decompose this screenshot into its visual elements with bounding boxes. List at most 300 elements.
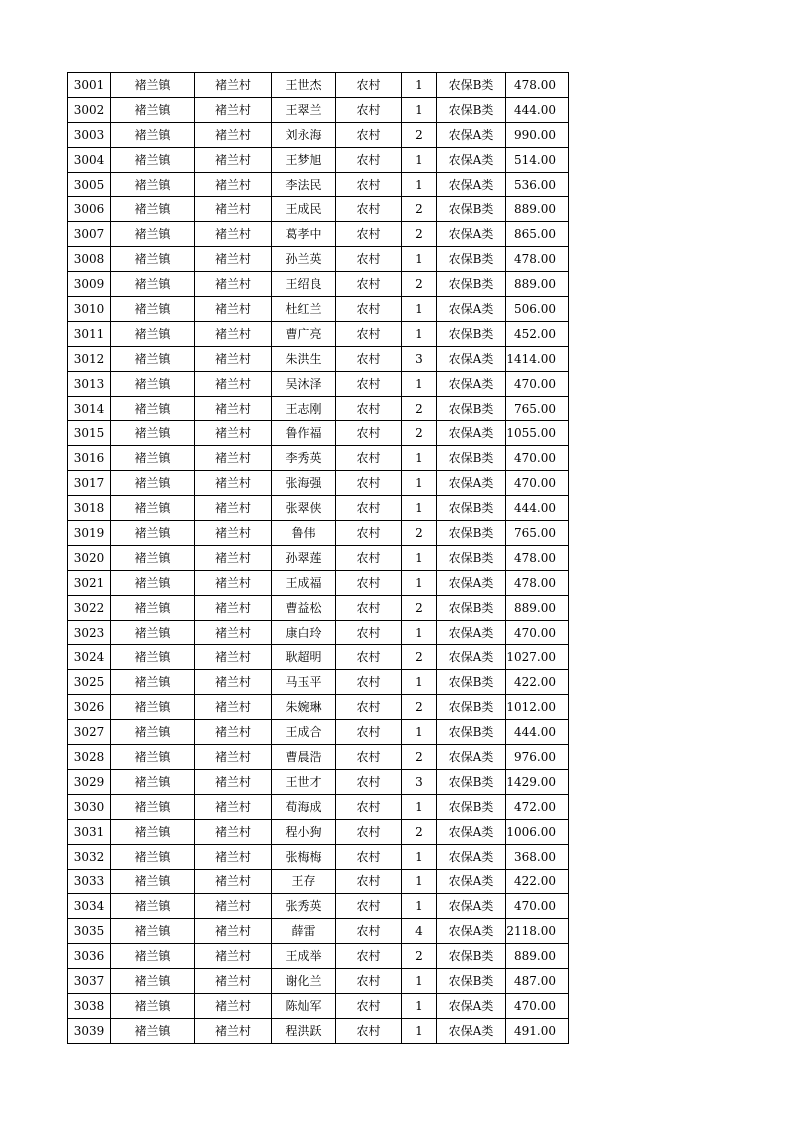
name-cell: 程小狗 bbox=[272, 819, 336, 844]
area-cell: 农村 bbox=[336, 794, 402, 819]
amount-cell: 1027.00 bbox=[506, 645, 569, 670]
row-id-cell: 3034 bbox=[68, 894, 111, 919]
town-cell: 褚兰镇 bbox=[111, 745, 195, 770]
table-row bbox=[68, 321, 569, 346]
persons-cell: 1 bbox=[402, 794, 437, 819]
table-row bbox=[68, 869, 569, 894]
row-id-cell: 3035 bbox=[68, 919, 111, 944]
village-cell: 褚兰村 bbox=[195, 197, 272, 222]
area-cell: 农村 bbox=[336, 819, 402, 844]
town-cell: 褚兰镇 bbox=[111, 620, 195, 645]
area-cell: 农村 bbox=[336, 695, 402, 720]
area-cell: 农村 bbox=[336, 720, 402, 745]
name-cell: 薛雷 bbox=[272, 919, 336, 944]
table-row bbox=[68, 620, 569, 645]
persons-cell: 1 bbox=[402, 73, 437, 98]
town-cell: 褚兰镇 bbox=[111, 919, 195, 944]
amount-cell: 765.00 bbox=[506, 521, 569, 546]
category-cell: 农保A类 bbox=[437, 570, 506, 595]
area-cell: 农村 bbox=[336, 993, 402, 1018]
row-id-cell: 3017 bbox=[68, 471, 111, 496]
persons-cell: 2 bbox=[402, 695, 437, 720]
town-cell: 褚兰镇 bbox=[111, 894, 195, 919]
town-cell: 褚兰镇 bbox=[111, 720, 195, 745]
name-cell: 张梅梅 bbox=[272, 844, 336, 869]
area-cell: 农村 bbox=[336, 147, 402, 172]
category-cell: 农保B类 bbox=[437, 969, 506, 994]
name-cell: 王翠兰 bbox=[272, 97, 336, 122]
village-cell: 褚兰村 bbox=[195, 545, 272, 570]
persons-cell: 1 bbox=[402, 570, 437, 595]
row-id-cell: 3021 bbox=[68, 570, 111, 595]
town-cell: 褚兰镇 bbox=[111, 272, 195, 297]
town-cell: 褚兰镇 bbox=[111, 819, 195, 844]
table-row bbox=[68, 819, 569, 844]
name-cell: 葛孝中 bbox=[272, 222, 336, 247]
name-cell: 王志刚 bbox=[272, 396, 336, 421]
area-cell: 农村 bbox=[336, 446, 402, 471]
village-cell: 褚兰村 bbox=[195, 222, 272, 247]
persons-cell: 2 bbox=[402, 122, 437, 147]
name-cell: 陈灿军 bbox=[272, 993, 336, 1018]
row-id-cell: 3027 bbox=[68, 720, 111, 745]
amount-cell: 889.00 bbox=[506, 272, 569, 297]
town-cell: 褚兰镇 bbox=[111, 545, 195, 570]
persons-cell: 1 bbox=[402, 297, 437, 322]
category-cell: 农保A类 bbox=[437, 222, 506, 247]
name-cell: 谢化兰 bbox=[272, 969, 336, 994]
town-cell: 褚兰镇 bbox=[111, 944, 195, 969]
name-cell: 王成合 bbox=[272, 720, 336, 745]
table-row bbox=[68, 570, 569, 595]
persons-cell: 2 bbox=[402, 745, 437, 770]
table-row bbox=[68, 247, 569, 272]
amount-cell: 470.00 bbox=[506, 471, 569, 496]
table-row bbox=[68, 545, 569, 570]
row-id-cell: 3006 bbox=[68, 197, 111, 222]
town-cell: 褚兰镇 bbox=[111, 147, 195, 172]
persons-cell: 2 bbox=[402, 819, 437, 844]
amount-cell: 470.00 bbox=[506, 894, 569, 919]
persons-cell: 1 bbox=[402, 844, 437, 869]
area-cell: 农村 bbox=[336, 919, 402, 944]
town-cell: 褚兰镇 bbox=[111, 346, 195, 371]
row-id-cell: 3030 bbox=[68, 794, 111, 819]
persons-cell: 1 bbox=[402, 1018, 437, 1043]
name-cell: 刘永海 bbox=[272, 122, 336, 147]
amount-cell: 444.00 bbox=[506, 720, 569, 745]
row-id-cell: 3010 bbox=[68, 297, 111, 322]
persons-cell: 2 bbox=[402, 944, 437, 969]
name-cell: 杜红兰 bbox=[272, 297, 336, 322]
table-row bbox=[68, 122, 569, 147]
category-cell: 农保A类 bbox=[437, 869, 506, 894]
row-id-cell: 3038 bbox=[68, 993, 111, 1018]
name-cell: 荀海成 bbox=[272, 794, 336, 819]
town-cell: 褚兰镇 bbox=[111, 769, 195, 794]
town-cell: 褚兰镇 bbox=[111, 197, 195, 222]
village-cell: 褚兰村 bbox=[195, 993, 272, 1018]
table-row bbox=[68, 645, 569, 670]
name-cell: 鲁伟 bbox=[272, 521, 336, 546]
amount-cell: 470.00 bbox=[506, 993, 569, 1018]
category-cell: 农保A类 bbox=[437, 745, 506, 770]
row-id-cell: 3039 bbox=[68, 1018, 111, 1043]
name-cell: 康白玲 bbox=[272, 620, 336, 645]
row-id-cell: 3002 bbox=[68, 97, 111, 122]
persons-cell: 2 bbox=[402, 197, 437, 222]
table-row bbox=[68, 97, 569, 122]
category-cell: 农保A类 bbox=[437, 645, 506, 670]
area-cell: 农村 bbox=[336, 321, 402, 346]
amount-cell: 470.00 bbox=[506, 446, 569, 471]
town-cell: 褚兰镇 bbox=[111, 73, 195, 98]
village-cell: 褚兰村 bbox=[195, 172, 272, 197]
name-cell: 李法民 bbox=[272, 172, 336, 197]
category-cell: 农保A类 bbox=[437, 620, 506, 645]
area-cell: 农村 bbox=[336, 745, 402, 770]
category-cell: 农保A类 bbox=[437, 421, 506, 446]
persons-cell: 2 bbox=[402, 272, 437, 297]
area-cell: 农村 bbox=[336, 421, 402, 446]
area-cell: 农村 bbox=[336, 371, 402, 396]
town-cell: 褚兰镇 bbox=[111, 695, 195, 720]
village-cell: 褚兰村 bbox=[195, 769, 272, 794]
persons-cell: 1 bbox=[402, 97, 437, 122]
amount-cell: 1429.00 bbox=[506, 769, 569, 794]
area-cell: 农村 bbox=[336, 570, 402, 595]
table-row bbox=[68, 197, 569, 222]
area-cell: 农村 bbox=[336, 73, 402, 98]
village-cell: 褚兰村 bbox=[195, 97, 272, 122]
name-cell: 王世才 bbox=[272, 769, 336, 794]
row-id-cell: 3019 bbox=[68, 521, 111, 546]
category-cell: 农保A类 bbox=[437, 346, 506, 371]
amount-cell: 889.00 bbox=[506, 595, 569, 620]
persons-cell: 1 bbox=[402, 969, 437, 994]
town-cell: 褚兰镇 bbox=[111, 1018, 195, 1043]
village-cell: 褚兰村 bbox=[195, 819, 272, 844]
row-id-cell: 3004 bbox=[68, 147, 111, 172]
town-cell: 褚兰镇 bbox=[111, 446, 195, 471]
area-cell: 农村 bbox=[336, 346, 402, 371]
amount-cell: 444.00 bbox=[506, 97, 569, 122]
area-cell: 农村 bbox=[336, 545, 402, 570]
town-cell: 褚兰镇 bbox=[111, 396, 195, 421]
name-cell: 李秀英 bbox=[272, 446, 336, 471]
amount-cell: 491.00 bbox=[506, 1018, 569, 1043]
area-cell: 农村 bbox=[336, 122, 402, 147]
row-id-cell: 3024 bbox=[68, 645, 111, 670]
name-cell: 曹晨浩 bbox=[272, 745, 336, 770]
amount-cell: 368.00 bbox=[506, 844, 569, 869]
village-cell: 褚兰村 bbox=[195, 247, 272, 272]
town-cell: 褚兰镇 bbox=[111, 122, 195, 147]
category-cell: 农保A类 bbox=[437, 471, 506, 496]
row-id-cell: 3032 bbox=[68, 844, 111, 869]
table-row bbox=[68, 695, 569, 720]
town-cell: 褚兰镇 bbox=[111, 993, 195, 1018]
village-cell: 褚兰村 bbox=[195, 645, 272, 670]
area-cell: 农村 bbox=[336, 944, 402, 969]
table-row bbox=[68, 396, 569, 421]
table-row bbox=[68, 371, 569, 396]
town-cell: 褚兰镇 bbox=[111, 844, 195, 869]
amount-cell: 536.00 bbox=[506, 172, 569, 197]
persons-cell: 1 bbox=[402, 496, 437, 521]
row-id-cell: 3001 bbox=[68, 73, 111, 98]
town-cell: 褚兰镇 bbox=[111, 645, 195, 670]
village-cell: 褚兰村 bbox=[195, 521, 272, 546]
area-cell: 农村 bbox=[336, 769, 402, 794]
table-row bbox=[68, 670, 569, 695]
amount-cell: 470.00 bbox=[506, 371, 569, 396]
persons-cell: 1 bbox=[402, 446, 437, 471]
amount-cell: 889.00 bbox=[506, 944, 569, 969]
persons-cell: 2 bbox=[402, 645, 437, 670]
table-row bbox=[68, 595, 569, 620]
table-row bbox=[68, 844, 569, 869]
table-row bbox=[68, 794, 569, 819]
category-cell: 农保A类 bbox=[437, 371, 506, 396]
row-id-cell: 3013 bbox=[68, 371, 111, 396]
village-cell: 褚兰村 bbox=[195, 570, 272, 595]
name-cell: 王成举 bbox=[272, 944, 336, 969]
name-cell: 张海强 bbox=[272, 471, 336, 496]
table-row bbox=[68, 222, 569, 247]
row-id-cell: 3023 bbox=[68, 620, 111, 645]
table-row bbox=[68, 769, 569, 794]
area-cell: 农村 bbox=[336, 620, 402, 645]
category-cell: 农保B类 bbox=[437, 695, 506, 720]
town-cell: 褚兰镇 bbox=[111, 521, 195, 546]
amount-cell: 478.00 bbox=[506, 247, 569, 272]
amount-cell: 976.00 bbox=[506, 745, 569, 770]
village-cell: 褚兰村 bbox=[195, 496, 272, 521]
category-cell: 农保B类 bbox=[437, 720, 506, 745]
table-row bbox=[68, 147, 569, 172]
amount-cell: 1006.00 bbox=[506, 819, 569, 844]
persons-cell: 1 bbox=[402, 993, 437, 1018]
area-cell: 农村 bbox=[336, 471, 402, 496]
persons-cell: 1 bbox=[402, 869, 437, 894]
village-cell: 褚兰村 bbox=[195, 421, 272, 446]
table-row bbox=[68, 745, 569, 770]
area-cell: 农村 bbox=[336, 197, 402, 222]
row-id-cell: 3026 bbox=[68, 695, 111, 720]
row-id-cell: 3037 bbox=[68, 969, 111, 994]
amount-cell: 478.00 bbox=[506, 570, 569, 595]
category-cell: 农保A类 bbox=[437, 172, 506, 197]
village-cell: 褚兰村 bbox=[195, 297, 272, 322]
row-id-cell: 3016 bbox=[68, 446, 111, 471]
amount-cell: 1012.00 bbox=[506, 695, 569, 720]
table-row bbox=[68, 297, 569, 322]
area-cell: 农村 bbox=[336, 521, 402, 546]
village-cell: 褚兰村 bbox=[195, 272, 272, 297]
row-id-cell: 3014 bbox=[68, 396, 111, 421]
table-row bbox=[68, 894, 569, 919]
area-cell: 农村 bbox=[336, 222, 402, 247]
area-cell: 农村 bbox=[336, 844, 402, 869]
amount-cell: 470.00 bbox=[506, 620, 569, 645]
table-row bbox=[68, 346, 569, 371]
village-cell: 褚兰村 bbox=[195, 720, 272, 745]
amount-cell: 990.00 bbox=[506, 122, 569, 147]
category-cell: 农保B类 bbox=[437, 396, 506, 421]
amount-cell: 478.00 bbox=[506, 545, 569, 570]
town-cell: 褚兰镇 bbox=[111, 172, 195, 197]
area-cell: 农村 bbox=[336, 645, 402, 670]
area-cell: 农村 bbox=[336, 670, 402, 695]
name-cell: 孙兰英 bbox=[272, 247, 336, 272]
village-cell: 褚兰村 bbox=[195, 321, 272, 346]
name-cell: 张翠侠 bbox=[272, 496, 336, 521]
area-cell: 农村 bbox=[336, 1018, 402, 1043]
category-cell: 农保B类 bbox=[437, 794, 506, 819]
village-cell: 褚兰村 bbox=[195, 471, 272, 496]
persons-cell: 3 bbox=[402, 769, 437, 794]
name-cell: 曹广亮 bbox=[272, 321, 336, 346]
category-cell: 农保A类 bbox=[437, 122, 506, 147]
persons-cell: 1 bbox=[402, 620, 437, 645]
area-cell: 农村 bbox=[336, 97, 402, 122]
village-cell: 褚兰村 bbox=[195, 122, 272, 147]
name-cell: 耿超明 bbox=[272, 645, 336, 670]
row-id-cell: 3020 bbox=[68, 545, 111, 570]
table-row bbox=[68, 944, 569, 969]
table-row bbox=[68, 993, 569, 1018]
category-cell: 农保A类 bbox=[437, 147, 506, 172]
table-row bbox=[68, 1018, 569, 1043]
persons-cell: 1 bbox=[402, 247, 437, 272]
category-cell: 农保A类 bbox=[437, 297, 506, 322]
category-cell: 农保A类 bbox=[437, 1018, 506, 1043]
category-cell: 农保B类 bbox=[437, 496, 506, 521]
area-cell: 农村 bbox=[336, 894, 402, 919]
category-cell: 农保B类 bbox=[437, 197, 506, 222]
row-id-cell: 3003 bbox=[68, 122, 111, 147]
amount-cell: 478.00 bbox=[506, 73, 569, 98]
village-cell: 褚兰村 bbox=[195, 1018, 272, 1043]
row-id-cell: 3029 bbox=[68, 769, 111, 794]
village-cell: 褚兰村 bbox=[195, 446, 272, 471]
town-cell: 褚兰镇 bbox=[111, 297, 195, 322]
persons-cell: 1 bbox=[402, 720, 437, 745]
category-cell: 农保A类 bbox=[437, 894, 506, 919]
village-cell: 褚兰村 bbox=[195, 147, 272, 172]
row-id-cell: 3005 bbox=[68, 172, 111, 197]
amount-cell: 452.00 bbox=[506, 321, 569, 346]
name-cell: 孙翠莲 bbox=[272, 545, 336, 570]
row-id-cell: 3022 bbox=[68, 595, 111, 620]
row-id-cell: 3011 bbox=[68, 321, 111, 346]
name-cell: 朱洪生 bbox=[272, 346, 336, 371]
category-cell: 农保B类 bbox=[437, 97, 506, 122]
area-cell: 农村 bbox=[336, 869, 402, 894]
persons-cell: 4 bbox=[402, 919, 437, 944]
row-id-cell: 3033 bbox=[68, 869, 111, 894]
area-cell: 农村 bbox=[336, 247, 402, 272]
category-cell: 农保B类 bbox=[437, 521, 506, 546]
name-cell: 张秀英 bbox=[272, 894, 336, 919]
table-row bbox=[68, 446, 569, 471]
table-row bbox=[68, 73, 569, 98]
category-cell: 农保A类 bbox=[437, 993, 506, 1018]
village-cell: 褚兰村 bbox=[195, 73, 272, 98]
category-cell: 农保B类 bbox=[437, 73, 506, 98]
village-cell: 褚兰村 bbox=[195, 919, 272, 944]
category-cell: 农保A类 bbox=[437, 844, 506, 869]
town-cell: 褚兰镇 bbox=[111, 222, 195, 247]
category-cell: 农保A类 bbox=[437, 819, 506, 844]
town-cell: 褚兰镇 bbox=[111, 670, 195, 695]
area-cell: 农村 bbox=[336, 396, 402, 421]
subsidy-table bbox=[67, 72, 569, 1044]
amount-cell: 422.00 bbox=[506, 869, 569, 894]
name-cell: 吴沐泽 bbox=[272, 371, 336, 396]
category-cell: 农保B类 bbox=[437, 944, 506, 969]
village-cell: 褚兰村 bbox=[195, 745, 272, 770]
category-cell: 农保A类 bbox=[437, 919, 506, 944]
category-cell: 农保B类 bbox=[437, 670, 506, 695]
table-row bbox=[68, 471, 569, 496]
table-row bbox=[68, 272, 569, 297]
amount-cell: 487.00 bbox=[506, 969, 569, 994]
persons-cell: 1 bbox=[402, 471, 437, 496]
persons-cell: 2 bbox=[402, 421, 437, 446]
category-cell: 农保B类 bbox=[437, 595, 506, 620]
area-cell: 农村 bbox=[336, 969, 402, 994]
persons-cell: 1 bbox=[402, 321, 437, 346]
town-cell: 褚兰镇 bbox=[111, 969, 195, 994]
town-cell: 褚兰镇 bbox=[111, 794, 195, 819]
amount-cell: 889.00 bbox=[506, 197, 569, 222]
town-cell: 褚兰镇 bbox=[111, 371, 195, 396]
village-cell: 褚兰村 bbox=[195, 869, 272, 894]
area-cell: 农村 bbox=[336, 496, 402, 521]
village-cell: 褚兰村 bbox=[195, 595, 272, 620]
amount-cell: 514.00 bbox=[506, 147, 569, 172]
row-id-cell: 3007 bbox=[68, 222, 111, 247]
village-cell: 褚兰村 bbox=[195, 844, 272, 869]
category-cell: 农保B类 bbox=[437, 272, 506, 297]
table-row bbox=[68, 919, 569, 944]
name-cell: 朱婉琳 bbox=[272, 695, 336, 720]
persons-cell: 1 bbox=[402, 894, 437, 919]
village-cell: 褚兰村 bbox=[195, 894, 272, 919]
name-cell: 王梦旭 bbox=[272, 147, 336, 172]
amount-cell: 472.00 bbox=[506, 794, 569, 819]
row-id-cell: 3028 bbox=[68, 745, 111, 770]
village-cell: 褚兰村 bbox=[195, 695, 272, 720]
category-cell: 农保B类 bbox=[437, 247, 506, 272]
amount-cell: 1055.00 bbox=[506, 421, 569, 446]
persons-cell: 1 bbox=[402, 147, 437, 172]
village-cell: 褚兰村 bbox=[195, 371, 272, 396]
persons-cell: 2 bbox=[402, 595, 437, 620]
table-row bbox=[68, 172, 569, 197]
town-cell: 褚兰镇 bbox=[111, 869, 195, 894]
persons-cell: 1 bbox=[402, 172, 437, 197]
name-cell: 马玉平 bbox=[272, 670, 336, 695]
amount-cell: 422.00 bbox=[506, 670, 569, 695]
village-cell: 褚兰村 bbox=[195, 794, 272, 819]
category-cell: 农保B类 bbox=[437, 545, 506, 570]
town-cell: 褚兰镇 bbox=[111, 570, 195, 595]
name-cell: 曹益松 bbox=[272, 595, 336, 620]
row-id-cell: 3018 bbox=[68, 496, 111, 521]
